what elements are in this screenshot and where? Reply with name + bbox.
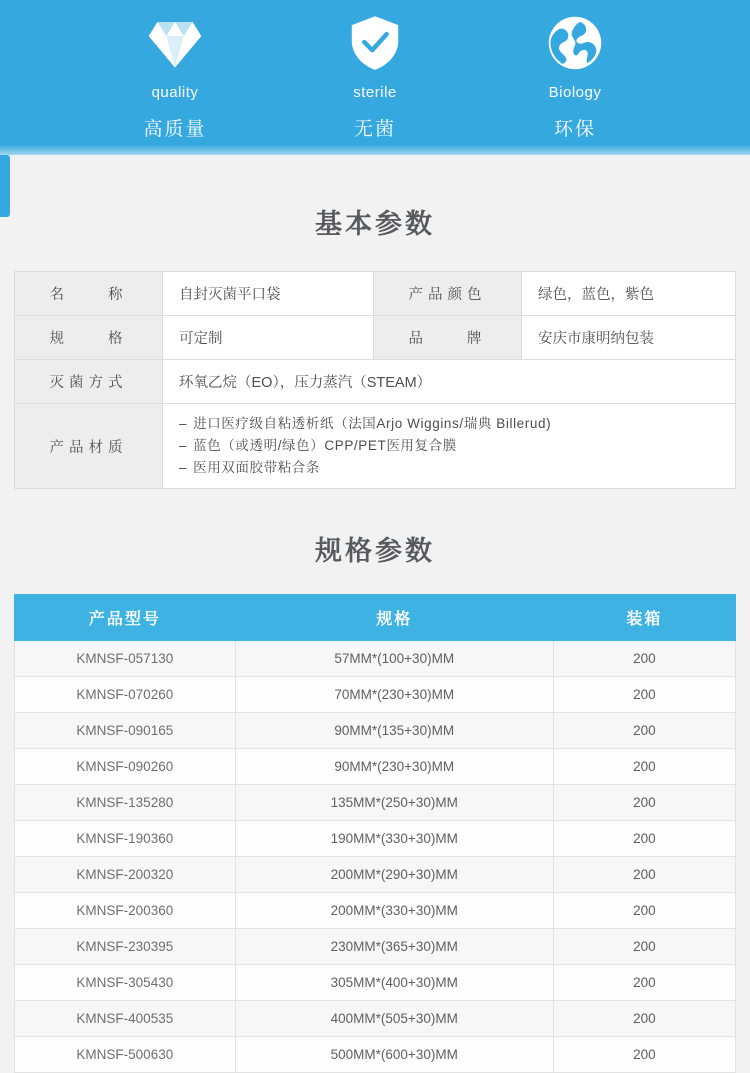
table-row [15, 677, 736, 713]
cell-size: 500MM*(600+30)MM [235, 1037, 553, 1073]
cell-value-spec: 可定制 [163, 316, 374, 359]
table-header-row [15, 595, 736, 641]
material-item: – 蓝色（或透明/绿色）CPP/PET医用复合膜 [179, 435, 735, 457]
cell-model: KMNSF-057130 [15, 641, 236, 677]
cell-size: 90MM*(230+30)MM [235, 749, 553, 785]
table-row [15, 404, 735, 489]
cell-value-color: 绿色，蓝色，紫色 [522, 272, 735, 315]
cell-value-name: 自封灭菌平口袋 [163, 272, 374, 315]
table-row [15, 857, 736, 893]
cell-packing: 200 [553, 821, 735, 857]
cell-size: 57MM*(100+30)MM [235, 641, 553, 677]
cell-packing: 200 [553, 713, 735, 749]
spec-table-wrap [14, 594, 736, 1073]
cell-size: 190MM*(330+30)MM [235, 821, 553, 857]
cell-packing: 200 [553, 1037, 735, 1073]
cell-value-brand: 安庆市康明纳包装 [522, 316, 735, 359]
cell-model: KMNSF-305430 [15, 965, 236, 1001]
cell-packing: 200 [553, 641, 735, 677]
table-row [15, 749, 736, 785]
col-header-size: 规格 [235, 595, 553, 641]
cell-size: 70MM*(230+30)MM [235, 677, 553, 713]
feature-banner [0, 0, 750, 155]
cell-size: 230MM*(365+30)MM [235, 929, 553, 965]
cell-packing: 200 [553, 677, 735, 713]
cell-label-material: 产品材质 [15, 404, 163, 488]
cell-model: KMNSF-200360 [15, 893, 236, 929]
basic-params-table [14, 271, 736, 489]
diamond-icon [75, 6, 275, 80]
cell-value-sterilization: 环氧乙烷（EO），压力蒸汽（STEAM） [163, 360, 735, 403]
cell-size: 400MM*(505+30)MM [235, 1001, 553, 1037]
cell-size: 90MM*(135+30)MM [235, 713, 553, 749]
cell-packing: 200 [553, 893, 735, 929]
cell-value-material [163, 404, 735, 488]
table-row [15, 713, 736, 749]
cell-label-brand: 品 牌 [374, 316, 522, 359]
cell-size: 200MM*(330+30)MM [235, 893, 553, 929]
feature-label-cn: 高质量 [143, 119, 207, 140]
cell-model: KMNSF-090165 [15, 713, 236, 749]
cell-model: KMNSF-230395 [15, 929, 236, 965]
left-accent-tab [0, 155, 10, 217]
cell-model: KMNSF-090260 [15, 749, 236, 785]
cell-label-color: 产品颜色 [374, 272, 522, 315]
cell-size: 135MM*(250+30)MM [235, 785, 553, 821]
cell-size: 305MM*(400+30)MM [235, 965, 553, 1001]
feature-sterile [275, 6, 475, 141]
basic-params-title: 基本参数 [315, 209, 435, 239]
cell-label-sterilization: 灭菌方式 [15, 360, 163, 403]
feature-quality [75, 6, 275, 141]
cell-model: KMNSF-135280 [15, 785, 236, 821]
cell-packing: 200 [553, 1001, 735, 1037]
cell-model: KMNSF-070260 [15, 677, 236, 713]
cell-label-spec: 规 格 [15, 316, 163, 359]
cell-packing: 200 [553, 965, 735, 1001]
feature-label-cn: 无菌 [353, 119, 396, 140]
cell-label-name: 名 称 [15, 272, 163, 315]
cell-model: KMNSF-500630 [15, 1037, 236, 1073]
globe-icon [475, 6, 675, 80]
table-row [15, 641, 736, 677]
table-row [15, 360, 735, 404]
spec-params-title: 规格参数 [315, 536, 435, 566]
banner-fade [0, 145, 750, 155]
material-item: – 进口医疗级自粘透析纸（法国Arjo Wiggins/瑞典 Billerud) [179, 413, 735, 435]
table-row [15, 965, 736, 1001]
material-item: – 医用双面胶带粘合条 [179, 457, 735, 479]
cell-packing: 200 [553, 857, 735, 893]
feature-biology [475, 6, 675, 141]
table-row [15, 1001, 736, 1037]
table-row [15, 893, 736, 929]
spec-table [14, 594, 736, 1073]
table-row [15, 316, 735, 360]
cell-model: KMNSF-400535 [15, 1001, 236, 1037]
table-row [15, 1037, 736, 1073]
cell-model: KMNSF-190360 [15, 821, 236, 857]
table-row [15, 272, 735, 316]
feature-label-en: Biology [548, 84, 602, 101]
cell-model: KMNSF-200320 [15, 857, 236, 893]
col-header-model: 产品型号 [15, 595, 236, 641]
table-row [15, 929, 736, 965]
shield-check-icon [275, 6, 475, 80]
table-row [15, 785, 736, 821]
feature-label-cn: 环保 [553, 119, 596, 140]
cell-packing: 200 [553, 785, 735, 821]
feature-label-en: quality [151, 84, 199, 101]
cell-size: 200MM*(290+30)MM [235, 857, 553, 893]
col-header-packing: 装箱 [553, 595, 735, 641]
cell-packing: 200 [553, 749, 735, 785]
feature-label-en: sterile [353, 84, 397, 101]
table-row [15, 821, 736, 857]
cell-packing: 200 [553, 929, 735, 965]
